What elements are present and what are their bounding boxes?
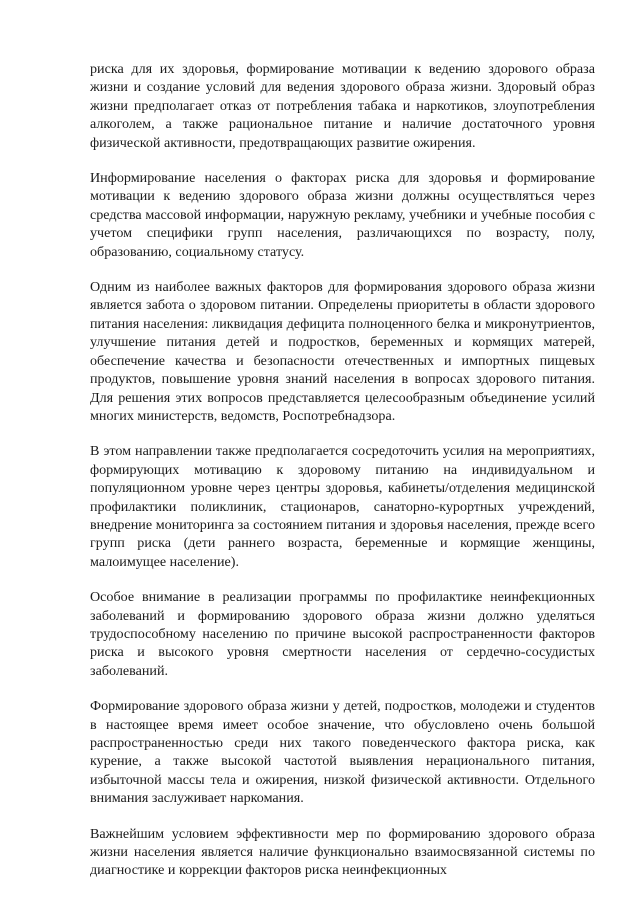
paragraph-7: Важнейшим условием эффективности мер по формированию здорового образа жизни населения является наличие функционально взаимосвязанной системы по диагностике и коррекции факторов риска неинфекционных <box>90 825 595 879</box>
paragraph-4: В этом направлении также предполагается сосредоточить усилия на мероприятиях, формирующих мотивацию к здоровому питанию на индивидуальном и популяционном уровне через центры здоровья, кабинеты/отделения медицинской профилактики поликлиник, стационаров, санаторно-курортных учреждений, внедрение мониторинга за состоянием питания и здоровья населения, прежде всего групп риска (дети раннего возраста, беременные и кормящие женщины, малоимущее население). <box>90 443 595 570</box>
paragraph-6: Формирование здорового образа жизни у детей, подростков, молодежи и студентов в настоящее время имеет особое значение, что обусловлено очень большой распространенностью среди них такого поведенческого фактора риска, как курение, а также высокой частотой выявления нерационального питания, избыточной массы тела и ожирения, низкой физической активности. Отдельного внимания заслуживает наркомания. <box>90 698 595 807</box>
paragraph-5: Особое внимание в реализации программы по профилактике неинфекционных заболеваний и формированию здорового образа жизни должно уделяться трудоспособному населению по причине высокой распространенности факторов риска и высокого уровня смертности населения от сердечно-сосудистых заболеваний. <box>90 589 595 679</box>
document-body <box>90 60 595 897</box>
paragraph-2: Информирование населения о факторах риска для здоровья и формирование мотивации к ведению здорового образа жизни должны осуществляться через средства массовой информации, наружную рекламу, учебники и учебные пособия с учетом специфики групп населения, различающихся по возрасту, полу, образованию, социальному статусу. <box>90 170 595 260</box>
paragraph-3: Одним из наиболее важных факторов для формирования здорового образа жизни является забота о здоровом питании. Определены приоритеты в области здорового питания населения: ликвидация дефицита полноценного белка и микронутриентов, улучшение питания детей и подростков, беременных и кормящих матерей, обеспечение качества и безопасности отечественных и импортных пищевых продуктов, повышение уровня знаний населения в вопросах здорового питания. Для решения этих вопросов представляется целесообразным объединение усилий многих министерств, ведомств, Роспотребнадзора. <box>90 279 595 424</box>
paragraph-1: риска для их здоровья, формирование мотивации к ведению здорового образа жизни и создание условий для ведения здорового образа жизни. Здоровый образ жизни предполагает отказ от потребления табака и наркотиков, злоупотребления алкоголем, а также рациональное питание и наличие достаточного уровня физической активности, предотвращающих развитие ожирения. <box>90 61 595 151</box>
